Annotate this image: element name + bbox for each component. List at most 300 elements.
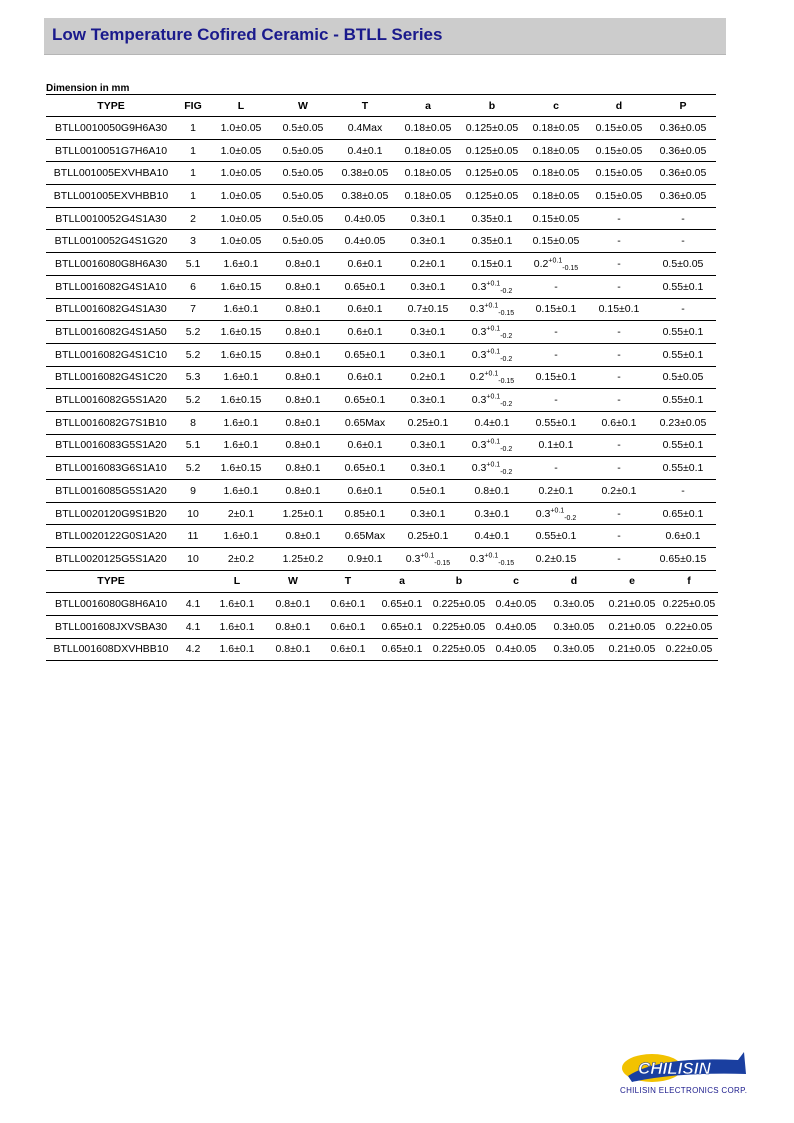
table-cell: 1.25±0.1 xyxy=(272,502,334,525)
table-cell: 0.38±0.05 xyxy=(334,162,396,185)
table-cell: 4.1 xyxy=(176,593,210,616)
table-cell: 1.6±0.1 xyxy=(210,253,272,276)
table-cell: 0.3±0.1 xyxy=(396,230,460,253)
table-cell: 0.125±0.05 xyxy=(460,117,524,140)
table-row xyxy=(46,480,716,503)
tolerance-upper: +0.1 xyxy=(484,302,499,310)
table-cell: BTLL0016082G4S1A10 xyxy=(46,275,176,298)
table-cell: 0.21±0.05 xyxy=(604,615,660,638)
table-cell: 0.22±0.05 xyxy=(660,615,718,638)
column-header: c xyxy=(488,570,544,593)
table-cell: 5.1 xyxy=(176,253,210,276)
column-header: TYPE xyxy=(46,95,176,117)
table-cell: 1.6±0.1 xyxy=(210,298,272,321)
table-cell: 0.225±0.05 xyxy=(430,593,488,616)
table-row xyxy=(46,434,716,457)
tolerance-lower: -0.2 xyxy=(500,401,513,409)
cell-value: 0.3 xyxy=(471,394,487,407)
table-cell: BTLL0016085G5S1A20 xyxy=(46,480,176,503)
cell-value: 0.3 xyxy=(405,552,421,565)
table-cell: 0.55±0.1 xyxy=(524,525,588,548)
tolerance-lower: -0.15 xyxy=(562,265,579,273)
table-cell: 0.21±0.05 xyxy=(604,638,660,661)
table-cell: 0.4±0.05 xyxy=(334,230,396,253)
table-cell: 0.225±0.05 xyxy=(660,593,718,616)
table-cell: 0.65±0.1 xyxy=(334,389,396,412)
table-cell: 0.65±0.1 xyxy=(334,275,396,298)
table-cell: 1.6±0.1 xyxy=(210,638,264,661)
table-cell: - xyxy=(588,207,650,230)
table-cell: 0.8±0.1 xyxy=(272,253,334,276)
table-cell: 1.0±0.05 xyxy=(210,207,272,230)
table-cell: 0.65±0.15 xyxy=(650,548,716,571)
table-cell: 0.8±0.1 xyxy=(272,275,334,298)
table-cell: 0.15±0.1 xyxy=(524,298,588,321)
table-row xyxy=(46,117,716,140)
table-cell: 5.3 xyxy=(176,366,210,389)
table-cell: BTLL001608JXVSBA30 xyxy=(46,615,176,638)
table-cell: BTLL0010052G4S1G20 xyxy=(46,230,176,253)
table-row xyxy=(46,275,716,298)
tolerance-lower: -0.2 xyxy=(564,514,577,522)
table-cell: 0.5±0.1 xyxy=(396,480,460,503)
table-cell xyxy=(460,389,524,412)
table-cell: 0.35±0.1 xyxy=(460,230,524,253)
cell-value: 0.2 xyxy=(469,371,485,384)
table-cell: 3 xyxy=(176,230,210,253)
table-cell: 0.3±0.1 xyxy=(396,275,460,298)
table-cell: 0.65±0.1 xyxy=(374,638,430,661)
tolerance-upper: +0.1 xyxy=(486,393,501,401)
table-cell: 0.6±0.1 xyxy=(334,253,396,276)
table-cell: 0.15±0.05 xyxy=(588,117,650,140)
table-cell: 0.3±0.1 xyxy=(396,207,460,230)
cell-value: 0.3 xyxy=(471,439,487,452)
table-cell: 1 xyxy=(176,185,210,208)
column-header: e xyxy=(604,570,660,593)
column-header: W xyxy=(264,570,322,593)
table-cell: 0.125±0.05 xyxy=(460,139,524,162)
table-cell xyxy=(460,457,524,480)
table-cell: 0.225±0.05 xyxy=(430,615,488,638)
table-cell: 5.2 xyxy=(176,389,210,412)
tolerance-upper: +0.1 xyxy=(484,370,499,378)
cell-value: 0.3 xyxy=(469,303,485,316)
table-cell: BTLL0020122G0S1A20 xyxy=(46,525,176,548)
table-cell: 0.8±0.1 xyxy=(272,457,334,480)
table-cell: 0.4±0.05 xyxy=(334,207,396,230)
table-cell: 0.5±0.05 xyxy=(650,253,716,276)
table-cell: 0.15±0.05 xyxy=(524,207,588,230)
table-cell: 1.6±0.1 xyxy=(210,366,272,389)
table-cell: 0.8±0.1 xyxy=(272,389,334,412)
table-cell: 0.35±0.1 xyxy=(460,207,524,230)
table-cell: 0.15±0.1 xyxy=(588,298,650,321)
table-cell: 2±0.1 xyxy=(210,502,272,525)
table-cell: BTLL0016083G5S1A20 xyxy=(46,434,176,457)
table-cell: 1 xyxy=(176,117,210,140)
cell-value: 0.3 xyxy=(471,280,487,293)
table-cell: 1.6±0.1 xyxy=(210,411,272,434)
table-cell: 0.4±0.05 xyxy=(488,638,544,661)
table-cell: 0.15±0.05 xyxy=(524,230,588,253)
table-row xyxy=(46,185,716,208)
table-cell: - xyxy=(588,230,650,253)
table-cell: BTLL0016082G4S1A30 xyxy=(46,298,176,321)
table-cell: 0.65Max xyxy=(334,411,396,434)
table-cell: 1 xyxy=(176,139,210,162)
table-cell: 0.18±0.05 xyxy=(396,162,460,185)
logo-caption: CHILISIN ELECTRONICS CORP. xyxy=(620,1086,748,1095)
table-cell: - xyxy=(588,321,650,344)
table-cell: 0.3±0.1 xyxy=(460,502,524,525)
tolerance-lower: -0.15 xyxy=(498,310,515,318)
table-cell: BTLL0016082G4S1C10 xyxy=(46,343,176,366)
table-cell: - xyxy=(588,548,650,571)
table-cell: BTLL0010052G4S1A30 xyxy=(46,207,176,230)
table-cell: BTLL0016082G4S1A50 xyxy=(46,321,176,344)
table-cell: 0.6±0.1 xyxy=(334,434,396,457)
table-cell: 6 xyxy=(176,275,210,298)
table-cell: BTLL0016080G8H6A10 xyxy=(46,593,176,616)
table-cell: 0.18±0.05 xyxy=(396,117,460,140)
table-cell: 0.6±0.1 xyxy=(322,638,374,661)
table-cell: 0.4±0.05 xyxy=(488,593,544,616)
column-header: c xyxy=(524,95,588,117)
column-header: f xyxy=(660,570,718,593)
table-cell: 1.6±0.15 xyxy=(210,343,272,366)
table-cell: - xyxy=(588,366,650,389)
table-cell: 0.3±0.1 xyxy=(396,457,460,480)
column-header: P xyxy=(650,95,716,117)
table-cell: 1.0±0.05 xyxy=(210,139,272,162)
table-cell: 0.7±0.15 xyxy=(396,298,460,321)
table-cell: 0.15±0.05 xyxy=(588,162,650,185)
table-cell: 0.2±0.1 xyxy=(588,480,650,503)
table-cell: 0.65±0.1 xyxy=(334,457,396,480)
table-cell: 0.4±0.1 xyxy=(460,525,524,548)
table-cell: BTLL0016082G7S1B10 xyxy=(46,411,176,434)
table-cell: 1.6±0.1 xyxy=(210,434,272,457)
table-cell: 0.3±0.1 xyxy=(396,502,460,525)
table-cell: 7 xyxy=(176,298,210,321)
table-cell: BTLL0020125G5S1A20 xyxy=(46,548,176,571)
table-row xyxy=(46,139,716,162)
dimension-table-main xyxy=(46,94,716,571)
table-row xyxy=(46,593,718,616)
table-cell: 5.1 xyxy=(176,434,210,457)
column-header xyxy=(176,570,210,593)
logo-brand: CHILISIN xyxy=(638,1059,711,1078)
table-cell: 0.18±0.05 xyxy=(524,185,588,208)
table-cell: - xyxy=(588,389,650,412)
table-row xyxy=(46,253,716,276)
table-cell: 0.8±0.1 xyxy=(272,321,334,344)
table-cell: BTLL0016083G6S1A10 xyxy=(46,457,176,480)
table-cell xyxy=(460,275,524,298)
table-cell xyxy=(460,343,524,366)
table-cell: 0.25±0.1 xyxy=(396,525,460,548)
table-row xyxy=(46,457,716,480)
table-row xyxy=(46,638,718,661)
table-cell: BTLL001005EXVHBA10 xyxy=(46,162,176,185)
tolerance-upper: +0.1 xyxy=(486,280,501,288)
table-cell: BTLL0020120G9S1B20 xyxy=(46,502,176,525)
table-cell: 0.1±0.1 xyxy=(524,434,588,457)
table-cell: 0.65±0.1 xyxy=(334,343,396,366)
table-cell xyxy=(460,548,524,571)
table-cell: 2 xyxy=(176,207,210,230)
table-header-row xyxy=(46,570,718,593)
table-cell: 0.5±0.05 xyxy=(650,366,716,389)
table-cell: 0.36±0.05 xyxy=(650,139,716,162)
table-cell: - xyxy=(524,275,588,298)
table-cell: - xyxy=(524,389,588,412)
table-cell xyxy=(524,502,588,525)
table-cell: - xyxy=(650,230,716,253)
table-cell: BTLL0016082G4S1C20 xyxy=(46,366,176,389)
table-cell: 0.15±0.1 xyxy=(524,366,588,389)
table-cell: 0.55±0.1 xyxy=(650,321,716,344)
table-cell: 0.5±0.05 xyxy=(272,230,334,253)
table-cell: 0.15±0.05 xyxy=(588,185,650,208)
table-cell: 10 xyxy=(176,548,210,571)
table-cell: 0.5±0.05 xyxy=(272,117,334,140)
table-cell: 1.6±0.1 xyxy=(210,480,272,503)
table-cell: 1.6±0.1 xyxy=(210,593,264,616)
table-cell: 0.2±0.15 xyxy=(524,548,588,571)
table-cell: 1.6±0.15 xyxy=(210,457,272,480)
table-cell: 1.25±0.2 xyxy=(272,548,334,571)
dimension-label: Dimension in mm xyxy=(46,83,130,94)
table-cell xyxy=(396,548,460,571)
table-cell: 0.225±0.05 xyxy=(430,638,488,661)
table-cell: 0.18±0.05 xyxy=(396,139,460,162)
table-cell: 0.36±0.05 xyxy=(650,185,716,208)
column-header: b xyxy=(430,570,488,593)
table-cell: 0.55±0.1 xyxy=(650,343,716,366)
table-row xyxy=(46,615,718,638)
table-cell: 0.8±0.1 xyxy=(264,638,322,661)
table-cell: 10 xyxy=(176,502,210,525)
table-cell: 0.2±0.1 xyxy=(396,253,460,276)
table-cell: 0.22±0.05 xyxy=(660,638,718,661)
table-cell: 0.125±0.05 xyxy=(460,185,524,208)
tolerance-lower: -0.2 xyxy=(500,446,513,454)
table-cell: - xyxy=(588,275,650,298)
table-cell xyxy=(460,298,524,321)
tolerance-upper: +0.1 xyxy=(486,461,501,469)
table-row xyxy=(46,525,716,548)
tolerance-upper: +0.1 xyxy=(420,552,435,560)
tolerance-upper: +0.1 xyxy=(486,438,501,446)
table-cell: 0.6±0.1 xyxy=(334,321,396,344)
table-cell: 0.85±0.1 xyxy=(334,502,396,525)
table-cell: 0.15±0.1 xyxy=(460,253,524,276)
table-cell: 0.6±0.1 xyxy=(650,525,716,548)
table-row xyxy=(46,207,716,230)
table-cell: 0.4±0.1 xyxy=(334,139,396,162)
table-cell: 9 xyxy=(176,480,210,503)
table-cell: - xyxy=(650,480,716,503)
table-cell: - xyxy=(588,343,650,366)
table-cell: 0.8±0.1 xyxy=(272,434,334,457)
table-cell: BTLL0016080G8H6A30 xyxy=(46,253,176,276)
table-cell xyxy=(524,253,588,276)
table-cell: 0.8±0.1 xyxy=(264,615,322,638)
table-cell: 1.6±0.1 xyxy=(210,525,272,548)
table-cell: 0.21±0.05 xyxy=(604,593,660,616)
column-header: d xyxy=(588,95,650,117)
column-header: TYPE xyxy=(46,570,176,593)
table-cell: - xyxy=(524,457,588,480)
table-cell: 0.6±0.1 xyxy=(322,615,374,638)
table-cell: 0.65±0.1 xyxy=(650,502,716,525)
table-cell: BTLL001005EXVHBB10 xyxy=(46,185,176,208)
table-cell: 0.38±0.05 xyxy=(334,185,396,208)
cell-value: 0.3 xyxy=(535,507,551,520)
table-cell: 0.65±0.1 xyxy=(374,615,430,638)
page-title: Low Temperature Cofired Ceramic - BTLL Series xyxy=(52,25,443,44)
table-cell: 0.18±0.05 xyxy=(524,117,588,140)
table-cell: 0.8±0.1 xyxy=(272,298,334,321)
table-cell: 0.18±0.05 xyxy=(524,162,588,185)
table-cell: 1.0±0.05 xyxy=(210,117,272,140)
table-cell: 1.6±0.15 xyxy=(210,389,272,412)
table-cell: 0.65Max xyxy=(334,525,396,548)
table-cell: 0.3±0.1 xyxy=(396,321,460,344)
table-cell: 0.5±0.05 xyxy=(272,207,334,230)
cell-value: 0.3 xyxy=(471,462,487,475)
table-cell: - xyxy=(588,253,650,276)
table-cell: 0.55±0.1 xyxy=(650,389,716,412)
column-header: a xyxy=(396,95,460,117)
column-header: L xyxy=(210,95,272,117)
table-cell: 0.5±0.05 xyxy=(272,185,334,208)
tolerance-lower: -0.15 xyxy=(498,560,515,567)
table-cell: 0.36±0.05 xyxy=(650,162,716,185)
table-cell: 0.8±0.1 xyxy=(272,525,334,548)
table-row xyxy=(46,411,716,434)
table-row xyxy=(46,389,716,412)
table-cell: 5.2 xyxy=(176,321,210,344)
table-cell: 0.2±0.1 xyxy=(524,480,588,503)
table-cell: 0.8±0.1 xyxy=(264,593,322,616)
tolerance-upper: +0.1 xyxy=(548,257,563,265)
table-cell xyxy=(460,434,524,457)
table-cell: 0.25±0.1 xyxy=(396,411,460,434)
table-cell: 0.3±0.05 xyxy=(544,593,604,616)
column-header: T xyxy=(322,570,374,593)
table-cell: 0.55±0.1 xyxy=(524,411,588,434)
table-cell: 0.8±0.1 xyxy=(272,366,334,389)
table-cell: - xyxy=(588,525,650,548)
table-cell: BTLL0010050G9H6A30 xyxy=(46,117,176,140)
table-cell: 0.8±0.1 xyxy=(272,480,334,503)
table-cell: 11 xyxy=(176,525,210,548)
tolerance-upper: +0.1 xyxy=(486,348,501,356)
tolerance-lower: -0.2 xyxy=(500,333,513,341)
table-cell xyxy=(460,321,524,344)
tolerance-lower: -0.15 xyxy=(498,378,515,386)
table-cell: 8 xyxy=(176,411,210,434)
table-cell: 0.36±0.05 xyxy=(650,117,716,140)
table-cell: 0.8±0.1 xyxy=(272,343,334,366)
cell-value: 0.3 xyxy=(471,326,487,339)
table-row xyxy=(46,162,716,185)
table-cell: BTLL0010051G7H6A10 xyxy=(46,139,176,162)
table-cell: 0.4±0.1 xyxy=(460,411,524,434)
cell-value: 0.2 xyxy=(533,257,549,270)
table-cell: 4.1 xyxy=(176,615,210,638)
tolerance-lower: -0.15 xyxy=(434,560,451,567)
table-cell xyxy=(460,366,524,389)
table-cell: 1.6±0.15 xyxy=(210,275,272,298)
table-cell: 5.2 xyxy=(176,457,210,480)
table-cell: 0.4Max xyxy=(334,117,396,140)
table-cell: 0.5±0.05 xyxy=(272,162,334,185)
table-cell: 0.6±0.1 xyxy=(588,411,650,434)
table-cell: 0.3±0.1 xyxy=(396,389,460,412)
column-header: FIG xyxy=(176,95,210,117)
table-cell: BTLL001608DXVHBB10 xyxy=(46,638,176,661)
table-cell: 0.55±0.1 xyxy=(650,434,716,457)
column-header: L xyxy=(210,570,264,593)
table-cell: 1.0±0.05 xyxy=(210,162,272,185)
table-cell: 0.18±0.05 xyxy=(524,139,588,162)
table-cell: 0.55±0.1 xyxy=(650,275,716,298)
table-cell: - xyxy=(524,343,588,366)
table-cell: 4.2 xyxy=(176,638,210,661)
table-cell: 0.55±0.1 xyxy=(650,457,716,480)
table-cell: - xyxy=(524,321,588,344)
table-cell: 0.3±0.1 xyxy=(396,343,460,366)
table-cell: 0.15±0.05 xyxy=(588,139,650,162)
table-row xyxy=(46,321,716,344)
table-row xyxy=(46,366,716,389)
table-row xyxy=(46,548,716,571)
table-row xyxy=(46,502,716,525)
tolerance-lower: -0.2 xyxy=(500,355,513,363)
table-cell: - xyxy=(588,502,650,525)
table-row xyxy=(46,343,716,366)
table-row xyxy=(46,298,716,321)
column-header: b xyxy=(460,95,524,117)
tolerance-lower: -0.2 xyxy=(500,287,513,295)
table-cell: BTLL0016082G5S1A20 xyxy=(46,389,176,412)
cell-value: 0.3 xyxy=(469,552,485,565)
table-cell: 1.0±0.05 xyxy=(210,185,272,208)
table-cell: 0.9±0.1 xyxy=(334,548,396,571)
table-cell: 0.6±0.1 xyxy=(322,593,374,616)
table-cell: 0.65±0.1 xyxy=(374,593,430,616)
cell-value: 0.3 xyxy=(471,348,487,361)
table-cell: - xyxy=(588,457,650,480)
tolerance-upper: +0.1 xyxy=(550,507,565,515)
table-cell: 0.6±0.1 xyxy=(334,298,396,321)
table-cell: 1 xyxy=(176,162,210,185)
table-cell: 0.4±0.05 xyxy=(488,615,544,638)
tolerance-upper: +0.1 xyxy=(486,325,501,333)
column-header: T xyxy=(334,95,396,117)
table-cell: 5.2 xyxy=(176,343,210,366)
table-cell: 1.0±0.05 xyxy=(210,230,272,253)
table-cell: - xyxy=(650,207,716,230)
table-cell: 2±0.2 xyxy=(210,548,272,571)
table-header-row xyxy=(46,95,716,117)
dimension-table-secondary xyxy=(46,570,718,661)
table-cell: 0.18±0.05 xyxy=(396,185,460,208)
